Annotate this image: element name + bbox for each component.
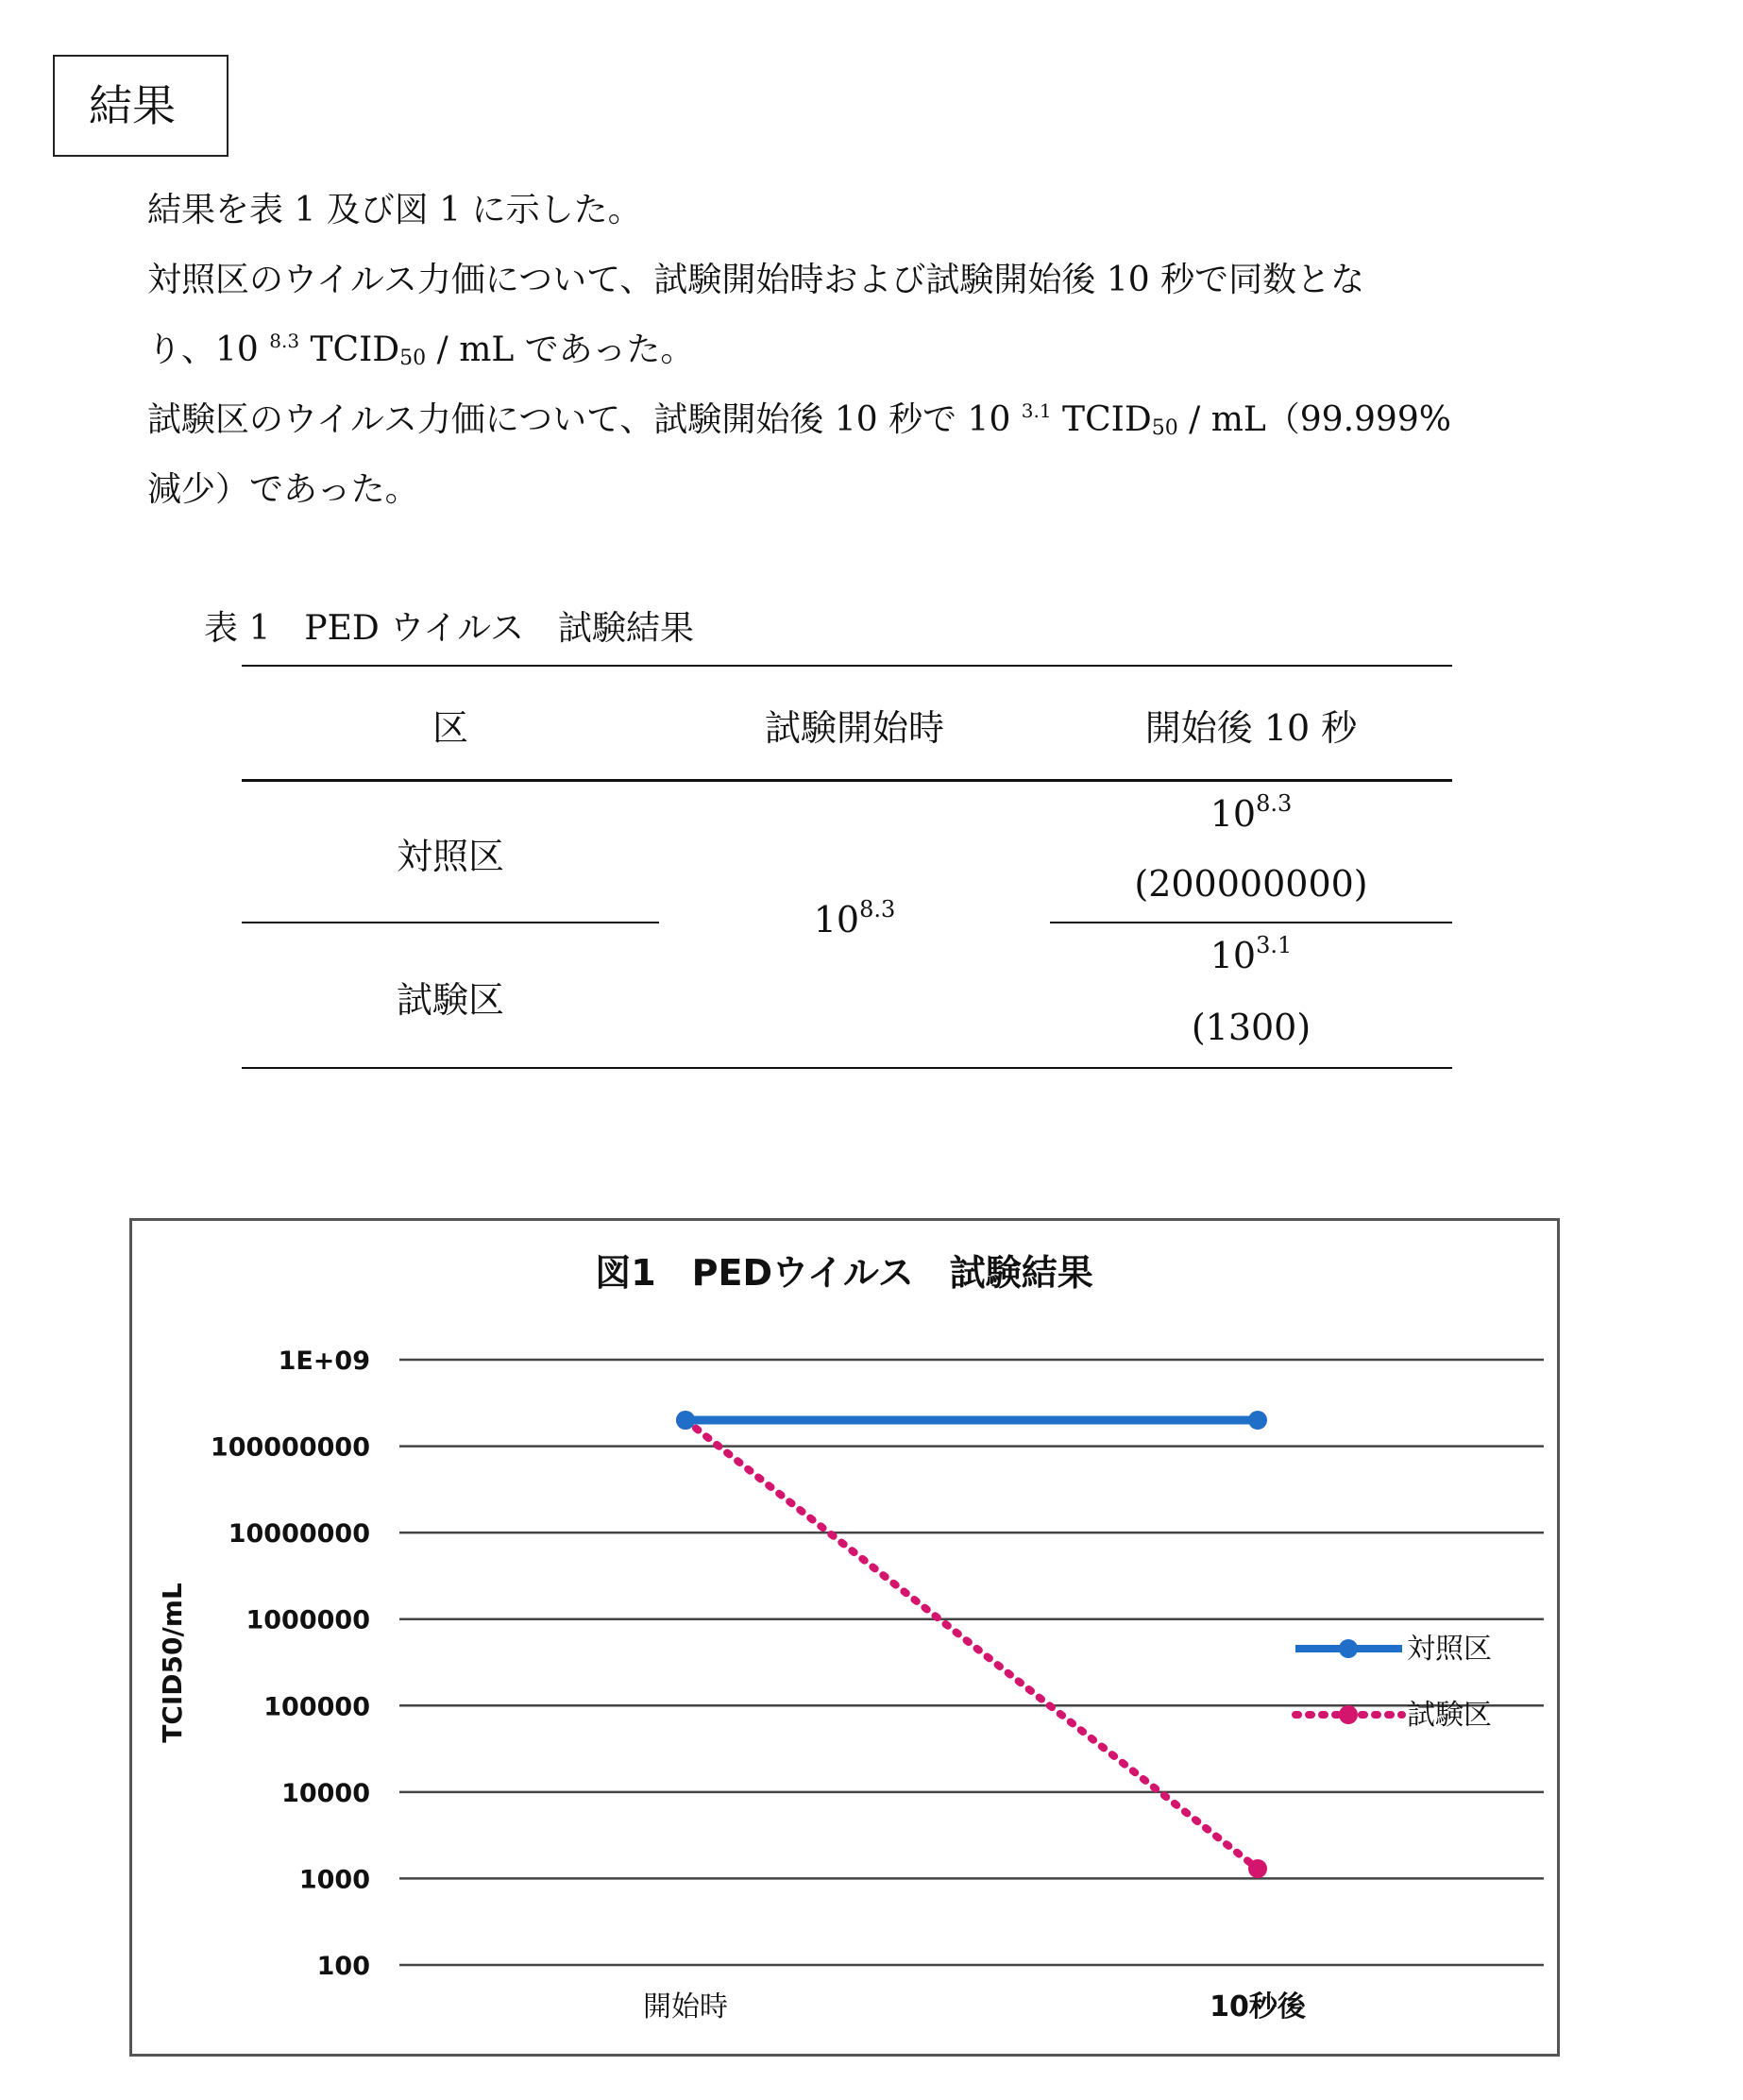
- paragraph-3-line-2: 減少）であった。: [147, 470, 419, 509]
- results-text: [147, 176, 1696, 525]
- series-line: [685, 1420, 1258, 1869]
- legend-swatch-marker: [1339, 1705, 1358, 1724]
- legend-label: 試験区: [1407, 1699, 1492, 1732]
- results-table: [242, 665, 1452, 1069]
- legend-label: 対照区: [1407, 1633, 1492, 1666]
- table-row-label-control: 対照区: [396, 836, 504, 877]
- y-tick-label: 1000: [298, 1865, 370, 1895]
- table-row-divider-left: [242, 922, 659, 923]
- table-control-after-value: $10^{8.3}$: [1210, 790, 1293, 835]
- paragraph-1: 結果を表 1 及び図 1 に示した。: [147, 191, 642, 229]
- y-tick-label: 100000: [263, 1692, 370, 1722]
- table-test-after-value: $10^{3.1}$: [1210, 932, 1293, 976]
- x-tick-label: 10秒後: [1210, 1990, 1306, 2024]
- y-tick-label: 100000000: [210, 1432, 370, 1463]
- y-tick-label: 100: [316, 1952, 370, 1981]
- paragraph-2-line-2: り、10 $^{8.3}$ $TCID_{50}$ / mL であった。: [147, 330, 695, 370]
- paragraph-3-line-1: 試験区のウイルス力価について、試験開始後 10 秒で 10 $^{3.1}$ $TCID_{50} / mL(99.999\%$: [147, 399, 1451, 440]
- y-tick-label: 10000000: [228, 1519, 370, 1550]
- table-header-after: 開始後 10 秒: [1144, 707, 1358, 749]
- x-tick-label: 開始時: [643, 1990, 728, 2024]
- paragraph-2-line-1: 対照区のウイルス力価について、試験開始時および試験開始後 10 秒で同数とな: [147, 261, 1365, 299]
- table-header-rule: [242, 779, 1452, 782]
- table-start-value: $10^{8.3}$: [813, 896, 896, 940]
- table-control-after-count: (200000000): [1134, 863, 1368, 905]
- y-tick-label: 1000000: [245, 1605, 370, 1635]
- y-axis-label: TCID50/mL: [157, 1583, 188, 1743]
- table-top-rule: [242, 665, 1452, 667]
- series-point: [1248, 1411, 1267, 1430]
- table-row-label-test: 試験区: [396, 979, 504, 1021]
- table-caption: 表 1 PED ウイルス 試験結果: [204, 609, 694, 648]
- table-bottom-rule: [242, 1067, 1452, 1069]
- y-tick-label: 1E+09: [278, 1346, 370, 1376]
- section-heading: 結果: [53, 55, 228, 157]
- series-point: [676, 1411, 695, 1430]
- chart-title: 図1 PEDウイルス 試験結果: [595, 1252, 1093, 1294]
- table-header-start: 試験開始時: [764, 707, 944, 749]
- y-tick-label: 10000: [281, 1778, 370, 1808]
- chart-frame: [129, 1218, 1560, 2057]
- table-test-after-count: (1300): [1191, 1007, 1311, 1048]
- line-chart: [132, 1221, 1557, 2054]
- legend-swatch-marker: [1339, 1639, 1358, 1658]
- table-header-zone: 区: [432, 707, 468, 749]
- series-point: [1248, 1859, 1267, 1878]
- table-row-divider-right: [1050, 922, 1452, 923]
